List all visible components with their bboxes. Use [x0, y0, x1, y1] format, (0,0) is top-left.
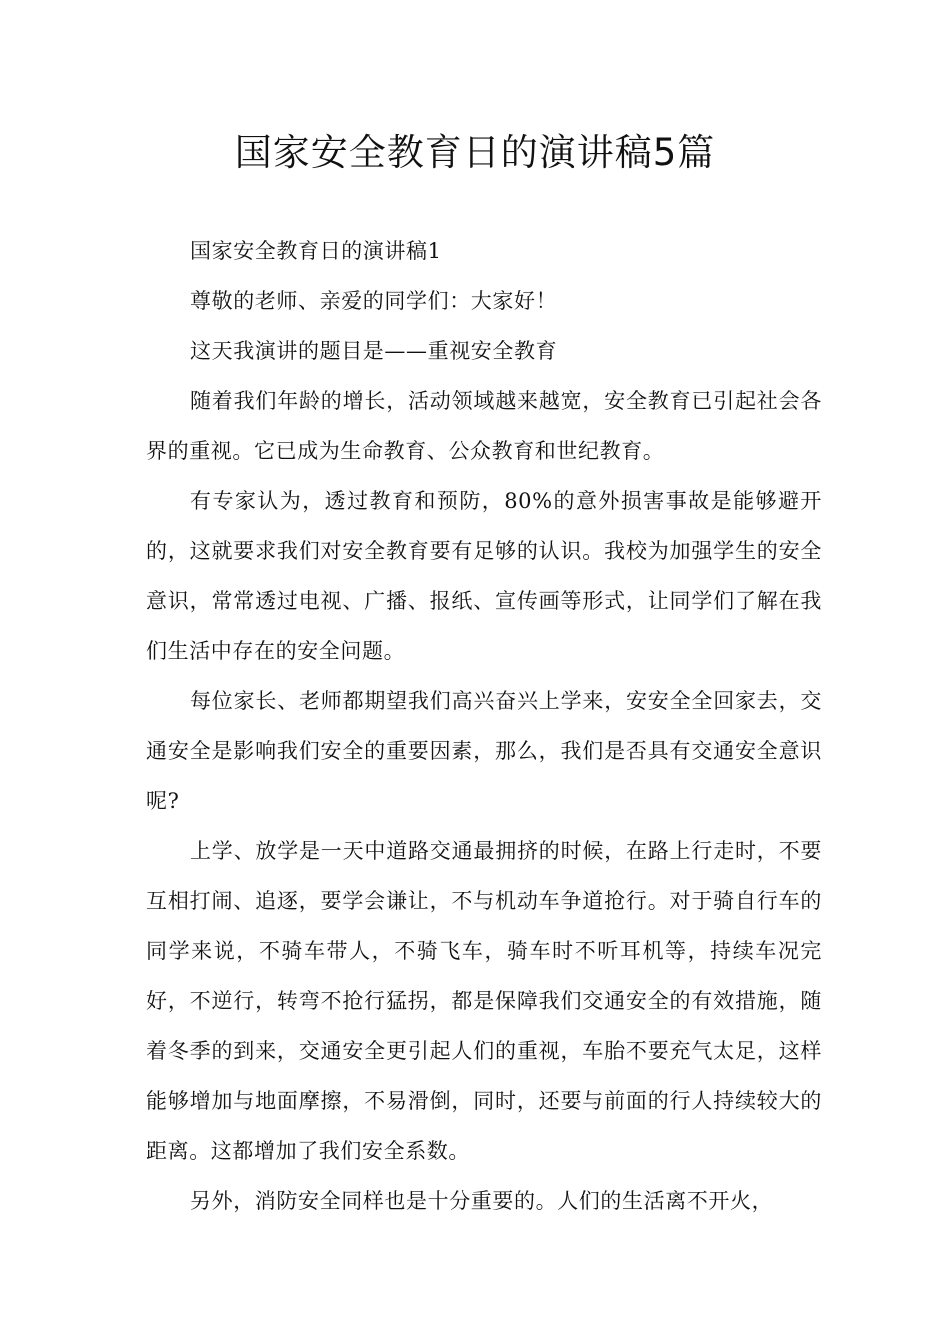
paragraph: 上学、放学是一天中道路交通最拥挤的时候，在路上行走时，不要互相打闹、追逐，要学会谦让，不与机动车争道抢行。对于骑自行车的同学来说，不骑车带人，不骑飞车，骑车时不听耳机等，持续车况完好，不逆行，转弯不抢行猛拐，都是保障我们交通安全的有效措施，随着冬季的到来，交通安全更引起人们的重视，车胎不要充气太足，这样能够增加与地面摩擦，不易滑倒，同时，还要与前面的行人持续较大的距离。这都增加了我们安全系数。: [146, 839, 822, 1163]
paragraph: 随着我们年龄的增长，活动领域越来越宽，安全教育已引起社会各界的重视。它已成为生命教育、公众教育和世纪教育。: [146, 389, 822, 463]
paragraph-heading: 国家安全教育日的演讲稿1: [190, 239, 442, 263]
paragraph: 另外，消防安全同样也是十分重要的。人们的生活离不开火，: [190, 1189, 774, 1213]
paragraph-topic: 这天我演讲的题目是——重视安全教育: [190, 339, 558, 363]
paragraph: 有专家认为，透过教育和预防，80%的意外损害事故是能够避开的，这就要求我们对安全教育要有足够的认识。我校为加强学生的安全意识，常常透过电视、广播、报纸、宣传画等形式，让同学们了解在我们生活中存在的安全问题。: [146, 489, 822, 663]
paragraph: 每位家长、老师都期望我们高兴奋兴上学来，安安全全回家去，交通安全是影响我们安全的重要因素，那么，我们是否具有交通安全意识呢?: [146, 689, 822, 813]
document-title: 国家安全教育日的演讲稿5篇: [234, 131, 716, 174]
paragraph-greeting: 尊敬的老师、亲爱的同学们：大家好！: [190, 289, 558, 313]
document-body: [146, 226, 822, 1226]
